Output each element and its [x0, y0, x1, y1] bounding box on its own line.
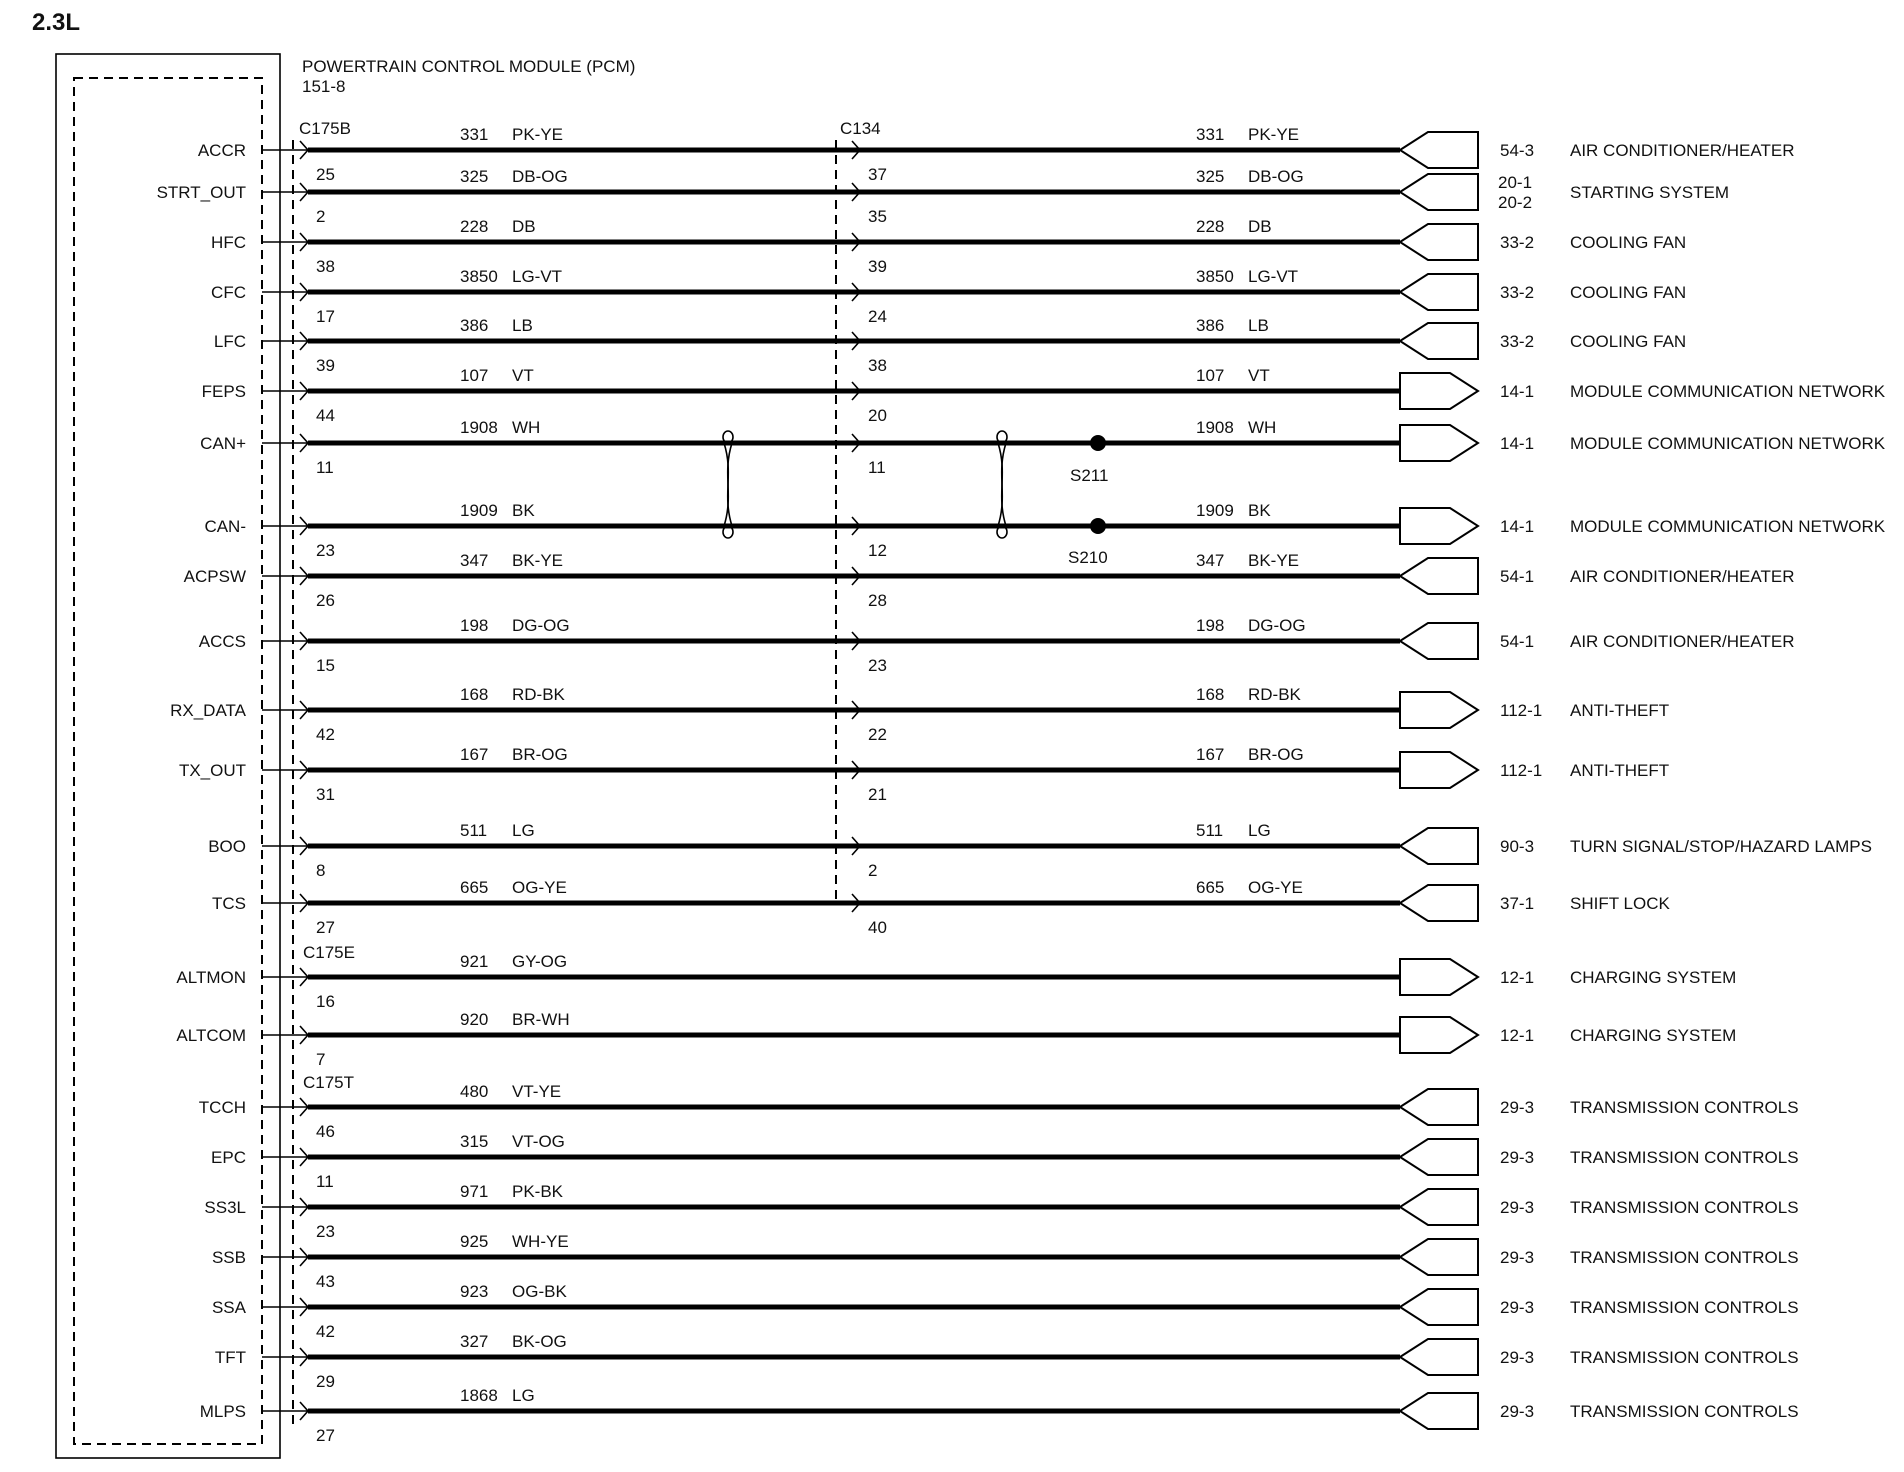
destination-system: COOLING FAN	[1570, 332, 1687, 351]
c175-pin-number: 46	[316, 1122, 335, 1141]
c134-pin-number: 20	[868, 406, 887, 425]
circuit-row	[212, 1232, 1799, 1291]
twisted-pair-symbol	[997, 431, 1007, 538]
circuit-row	[211, 1132, 1799, 1191]
c175-pin-number: 23	[316, 1222, 335, 1241]
page-ref: 29-3	[1500, 1098, 1535, 1117]
wire-color-right: BK	[1248, 501, 1271, 520]
wire-color: DG-OG	[512, 616, 570, 635]
page-ref: 29-3	[1500, 1348, 1535, 1367]
pin-label: HFC	[211, 233, 246, 252]
c134-pin-number: 39	[868, 257, 887, 276]
destination-system: ANTI-THEFT	[1570, 701, 1670, 720]
c134-pin-number: 38	[868, 356, 887, 375]
circuit-number: 167	[460, 745, 489, 764]
c175-pin-number: 7	[316, 1050, 326, 1069]
connector-c134: C134	[840, 119, 881, 138]
wire-color: LG-VT	[512, 267, 563, 286]
circuit-number: 511	[460, 821, 488, 840]
circuit-number: 1909	[460, 501, 498, 520]
wire-color-right: LG-VT	[1248, 267, 1299, 286]
c134-pin-number: 40	[868, 918, 887, 937]
pin-label: ACCS	[198, 632, 246, 651]
wire-color-right: RD-BK	[1248, 685, 1301, 704]
circuit-number: 923	[460, 1282, 489, 1301]
wire-color: BR-WH	[512, 1010, 570, 1029]
pin-label: RX_DATA	[170, 701, 246, 720]
end-connector	[1400, 558, 1478, 594]
page-ref-2: 20-2	[1498, 193, 1533, 212]
c134-pin-number: 2	[868, 861, 878, 880]
wire-color: WH-YE	[512, 1232, 569, 1251]
circuit-row	[198, 125, 1795, 184]
connector-c175e: C175E	[303, 943, 355, 962]
circuit-row	[184, 551, 1795, 610]
pin-label: ALTMON	[176, 968, 246, 987]
wire-color: VT	[512, 366, 534, 385]
pin-label: ALTCOM	[176, 1026, 246, 1045]
destination-system: AIR CONDITIONER/HEATER	[1570, 632, 1795, 651]
c175-pin-number: 42	[316, 1322, 335, 1341]
circuit-number: 925	[460, 1232, 489, 1251]
c175-pin-number: 2	[316, 207, 326, 226]
c134-pin-number: 12	[868, 541, 887, 560]
page-ref: 90-3	[1500, 837, 1535, 856]
page-ref: 33-2	[1500, 283, 1535, 302]
wire-color: DB-OG	[512, 167, 568, 186]
wire-color-right: PK-YE	[1248, 125, 1300, 144]
wire-color-right: DB	[1248, 217, 1272, 236]
module-name: POWERTRAIN CONTROL MODULE (PCM)	[302, 57, 636, 76]
c175-pin-number: 23	[316, 541, 335, 560]
pin-label: CAN+	[200, 434, 246, 453]
diagram-title: 2.3L	[32, 9, 81, 36]
circuit-number-right: 347	[1196, 551, 1225, 570]
end-connector	[1400, 1289, 1478, 1325]
c175-pin-number: 11	[316, 458, 334, 477]
circuit-row	[202, 366, 1886, 425]
circuit-number: 386	[460, 316, 489, 335]
destination-system: TRANSMISSION CONTROLS	[1570, 1198, 1799, 1217]
page-ref: 33-2	[1500, 332, 1535, 351]
c175-pin-number: 27	[316, 1426, 335, 1445]
c175-pin-number: 38	[316, 257, 335, 276]
destination-system: CHARGING SYSTEM	[1570, 1026, 1737, 1045]
c175-pin-number: 17	[316, 307, 335, 326]
connector-c175t: C175T	[303, 1073, 355, 1092]
destination-system: TRANSMISSION CONTROLS	[1570, 1098, 1799, 1117]
pin-label: SS3L	[204, 1198, 246, 1217]
page-ref: 29-3	[1500, 1198, 1535, 1217]
pin-label: TFT	[214, 1348, 246, 1367]
pin-label: BOO	[208, 837, 246, 856]
wire-color-right: OG-YE	[1248, 878, 1303, 897]
wire-color: LB	[512, 316, 533, 335]
c134-pin-number: 23	[868, 656, 887, 675]
c175-pin-number: 29	[316, 1372, 335, 1391]
c175-pin-number: 43	[316, 1272, 335, 1291]
wire-color: LG	[512, 1386, 535, 1405]
circuit-row	[211, 217, 1686, 276]
wire-color: BR-OG	[512, 745, 568, 764]
module-ref: 151-8	[302, 77, 346, 96]
page-ref: 54-3	[1500, 141, 1535, 160]
circuit-number-right: 168	[1196, 685, 1225, 704]
end-connector	[1400, 692, 1478, 728]
circuit-number-right: 331	[1196, 125, 1225, 144]
circuit-number-right: 1909	[1196, 501, 1234, 520]
circuit-row	[176, 952, 1736, 1011]
wire-color: PK-BK	[512, 1182, 564, 1201]
wire-color-right: BK-YE	[1248, 551, 1300, 570]
c134-pin-number: 11	[868, 458, 886, 477]
c175-pin-number: 25	[316, 165, 335, 184]
circuit-number: 921	[460, 952, 489, 971]
circuit-row	[200, 1386, 1799, 1445]
end-connector	[1400, 1017, 1478, 1053]
destination-system: TRANSMISSION CONTROLS	[1570, 1298, 1799, 1317]
wire-color-right: VT	[1248, 366, 1270, 385]
circuit-row	[204, 501, 1885, 560]
c175-pin-number: 39	[316, 356, 335, 375]
circuit-number-right: 386	[1196, 316, 1225, 335]
circuit-number: 971	[460, 1182, 489, 1201]
destination-system: TRANSMISSION CONTROLS	[1570, 1402, 1799, 1421]
circuit-rows	[157, 125, 1886, 1445]
wire-color: PK-YE	[512, 125, 564, 144]
destination-system: TRANSMISSION CONTROLS	[1570, 1348, 1799, 1367]
pin-label: TX_OUT	[178, 761, 246, 780]
circuit-row	[170, 685, 1669, 744]
end-connector	[1400, 1089, 1478, 1125]
circuit-number-right: 665	[1196, 878, 1225, 897]
splice-s211-label: S211	[1070, 466, 1109, 485]
circuit-number-right: 228	[1196, 217, 1225, 236]
wire-color-right: DG-OG	[1248, 616, 1306, 635]
destination-system: TRANSMISSION CONTROLS	[1570, 1248, 1799, 1267]
circuit-number: 107	[460, 366, 489, 385]
c134-pin-number: 24	[868, 307, 887, 326]
pin-label: TCS	[212, 894, 246, 913]
page-ref: 14-1	[1500, 434, 1535, 453]
splice-s211-dot	[1090, 435, 1106, 451]
page-ref: 112-1	[1500, 761, 1543, 780]
wire-color: VT-OG	[512, 1132, 565, 1151]
circuit-number: 480	[460, 1082, 489, 1101]
wire-color-right: BR-OG	[1248, 745, 1304, 764]
end-connector	[1400, 1239, 1478, 1275]
page-ref: 29-3	[1500, 1298, 1535, 1317]
end-connector	[1400, 174, 1478, 210]
circuit-row	[208, 821, 1872, 880]
pin-label: ACCR	[197, 141, 246, 160]
c134-pin-number: 35	[868, 207, 887, 226]
circuit-number: 665	[460, 878, 489, 897]
page-ref: 33-2	[1500, 233, 1535, 252]
c175-pin-number: 27	[316, 918, 335, 937]
wire-color: OG-BK	[512, 1282, 567, 1301]
wire-color: RD-BK	[512, 685, 565, 704]
c175-pin-number: 8	[316, 861, 326, 880]
circuit-number-right: 1908	[1196, 418, 1234, 437]
circuit-row	[179, 745, 1669, 804]
end-connector	[1400, 323, 1478, 359]
c134-pin-number: 28	[868, 591, 887, 610]
wire-color: BK-OG	[512, 1332, 567, 1351]
circuit-row	[214, 316, 1686, 375]
destination-system: TRANSMISSION CONTROLS	[1570, 1148, 1799, 1167]
wire-color-right: LG	[1248, 821, 1271, 840]
pin-label: STRT_OUT	[156, 183, 246, 202]
wire-color: BK-YE	[512, 551, 564, 570]
end-connector	[1400, 752, 1478, 788]
wire-color: GY-OG	[512, 952, 568, 971]
end-connector	[1400, 224, 1478, 260]
c134-pin-number: 37	[868, 165, 887, 184]
pin-label: CAN-	[204, 517, 246, 536]
page-ref: 37-1	[1500, 894, 1535, 913]
circuit-number-right: 167	[1196, 745, 1225, 764]
pcm-box	[56, 54, 280, 1458]
circuit-number: 1908	[460, 418, 498, 437]
circuit-row	[199, 616, 1795, 675]
wire-color: OG-YE	[512, 878, 567, 897]
circuit-number: 168	[460, 685, 489, 704]
c175-pin-number: 11	[316, 1172, 334, 1191]
c175-pin-number: 15	[316, 656, 335, 675]
end-connector	[1400, 1189, 1478, 1225]
circuit-row	[211, 267, 1686, 326]
end-connector	[1400, 623, 1478, 659]
destination-system: MODULE COMMUNICATION NETWORK	[1570, 434, 1886, 453]
wire-color: BK	[512, 501, 535, 520]
end-connector	[1400, 959, 1478, 995]
circuit-number: 1868	[460, 1386, 498, 1405]
pin-label: LFC	[213, 332, 246, 351]
end-connector	[1400, 1393, 1478, 1429]
destination-system: COOLING FAN	[1570, 233, 1687, 252]
circuit-number: 347	[460, 551, 489, 570]
end-connector	[1400, 508, 1478, 544]
page-ref: 12-1	[1500, 1026, 1535, 1045]
end-connector	[1400, 885, 1478, 921]
connector-c175b: C175B	[299, 119, 351, 138]
destination-system: MODULE COMMUNICATION NETWORK	[1570, 382, 1886, 401]
destination-system: AIR CONDITIONER/HEATER	[1570, 141, 1795, 160]
page-ref: 12-1	[1500, 968, 1535, 987]
destination-system: MODULE COMMUNICATION NETWORK	[1570, 517, 1886, 536]
page-ref: 54-1	[1500, 567, 1535, 586]
pin-label: SSB	[211, 1248, 246, 1267]
circuit-number: 331	[460, 125, 489, 144]
c175-pin-number: 42	[316, 725, 335, 744]
page-ref: 14-1	[1500, 517, 1535, 536]
c134-pin-number: 21	[868, 785, 887, 804]
pin-label: MLPS	[199, 1402, 246, 1421]
circuit-number-right: 198	[1196, 616, 1225, 635]
end-connector	[1400, 425, 1478, 461]
wire-color-right: LB	[1248, 316, 1269, 335]
pin-label: CFC	[211, 283, 246, 302]
destination-system: COOLING FAN	[1570, 283, 1687, 302]
circuit-row	[204, 1182, 1798, 1241]
circuit-number: 3850	[460, 267, 498, 286]
c175-pin-number: 44	[316, 406, 335, 425]
end-connector	[1400, 1139, 1478, 1175]
circuit-number-right: 325	[1196, 167, 1225, 186]
destination-system: CHARGING SYSTEM	[1570, 968, 1737, 987]
circuit-row	[199, 1082, 1799, 1141]
circuit-number-right: 3850	[1196, 267, 1234, 286]
c175-pin-number: 16	[316, 992, 335, 1011]
page-ref: 14-1	[1500, 382, 1535, 401]
pin-label: ACPSW	[183, 567, 246, 586]
circuit-number: 315	[460, 1132, 489, 1151]
c134-pin-number: 22	[868, 725, 887, 744]
destination-system: SHIFT LOCK	[1570, 894, 1670, 913]
circuit-row	[215, 1332, 1799, 1391]
pin-label: FEPS	[201, 382, 246, 401]
circuit-row	[212, 878, 1670, 937]
destination-system: STARTING SYSTEM	[1570, 183, 1730, 202]
splice-s210-dot	[1090, 518, 1106, 534]
circuit-row	[200, 418, 1886, 477]
page-ref: 29-3	[1500, 1248, 1535, 1267]
wire-color: DB	[512, 217, 536, 236]
c175-pin-number: 31	[316, 785, 335, 804]
destination-system: ANTI-THEFT	[1570, 761, 1670, 780]
end-connector	[1400, 274, 1478, 310]
circuit-number: 198	[460, 616, 489, 635]
page-ref: 20-1	[1498, 173, 1533, 192]
wire-color: WH	[512, 418, 541, 437]
circuit-row	[176, 1010, 1736, 1069]
pin-label: EPC	[211, 1148, 246, 1167]
pin-label: SSA	[211, 1298, 246, 1317]
c175-pin-number: 26	[316, 591, 335, 610]
end-connector	[1400, 828, 1478, 864]
wire-color: VT-YE	[512, 1082, 562, 1101]
circuit-row	[157, 167, 1729, 226]
circuit-number-right: 511	[1196, 821, 1224, 840]
circuit-number-right: 107	[1196, 366, 1225, 385]
page-ref: 29-3	[1500, 1148, 1535, 1167]
wire-color: LG	[512, 821, 535, 840]
circuit-row	[212, 1282, 1799, 1341]
end-connector	[1400, 132, 1478, 168]
page-ref: 29-3	[1500, 1402, 1535, 1421]
circuit-number: 228	[460, 217, 489, 236]
page-ref: 54-1	[1500, 632, 1535, 651]
wire-color-right: WH	[1248, 418, 1277, 437]
wire-color-right: DB-OG	[1248, 167, 1304, 186]
page-ref: 112-1	[1500, 701, 1543, 720]
twisted-pair-symbol	[723, 431, 733, 538]
destination-system: TURN SIGNAL/STOP/HAZARD LAMPS	[1570, 837, 1872, 856]
end-connector	[1400, 1339, 1478, 1375]
circuit-number: 325	[460, 167, 489, 186]
circuit-number: 920	[460, 1010, 489, 1029]
destination-system: AIR CONDITIONER/HEATER	[1570, 567, 1795, 586]
circuit-number: 327	[460, 1332, 489, 1351]
end-connector	[1400, 373, 1478, 409]
splice-s210-label: S210	[1068, 548, 1108, 567]
pin-label: TCCH	[198, 1098, 246, 1117]
